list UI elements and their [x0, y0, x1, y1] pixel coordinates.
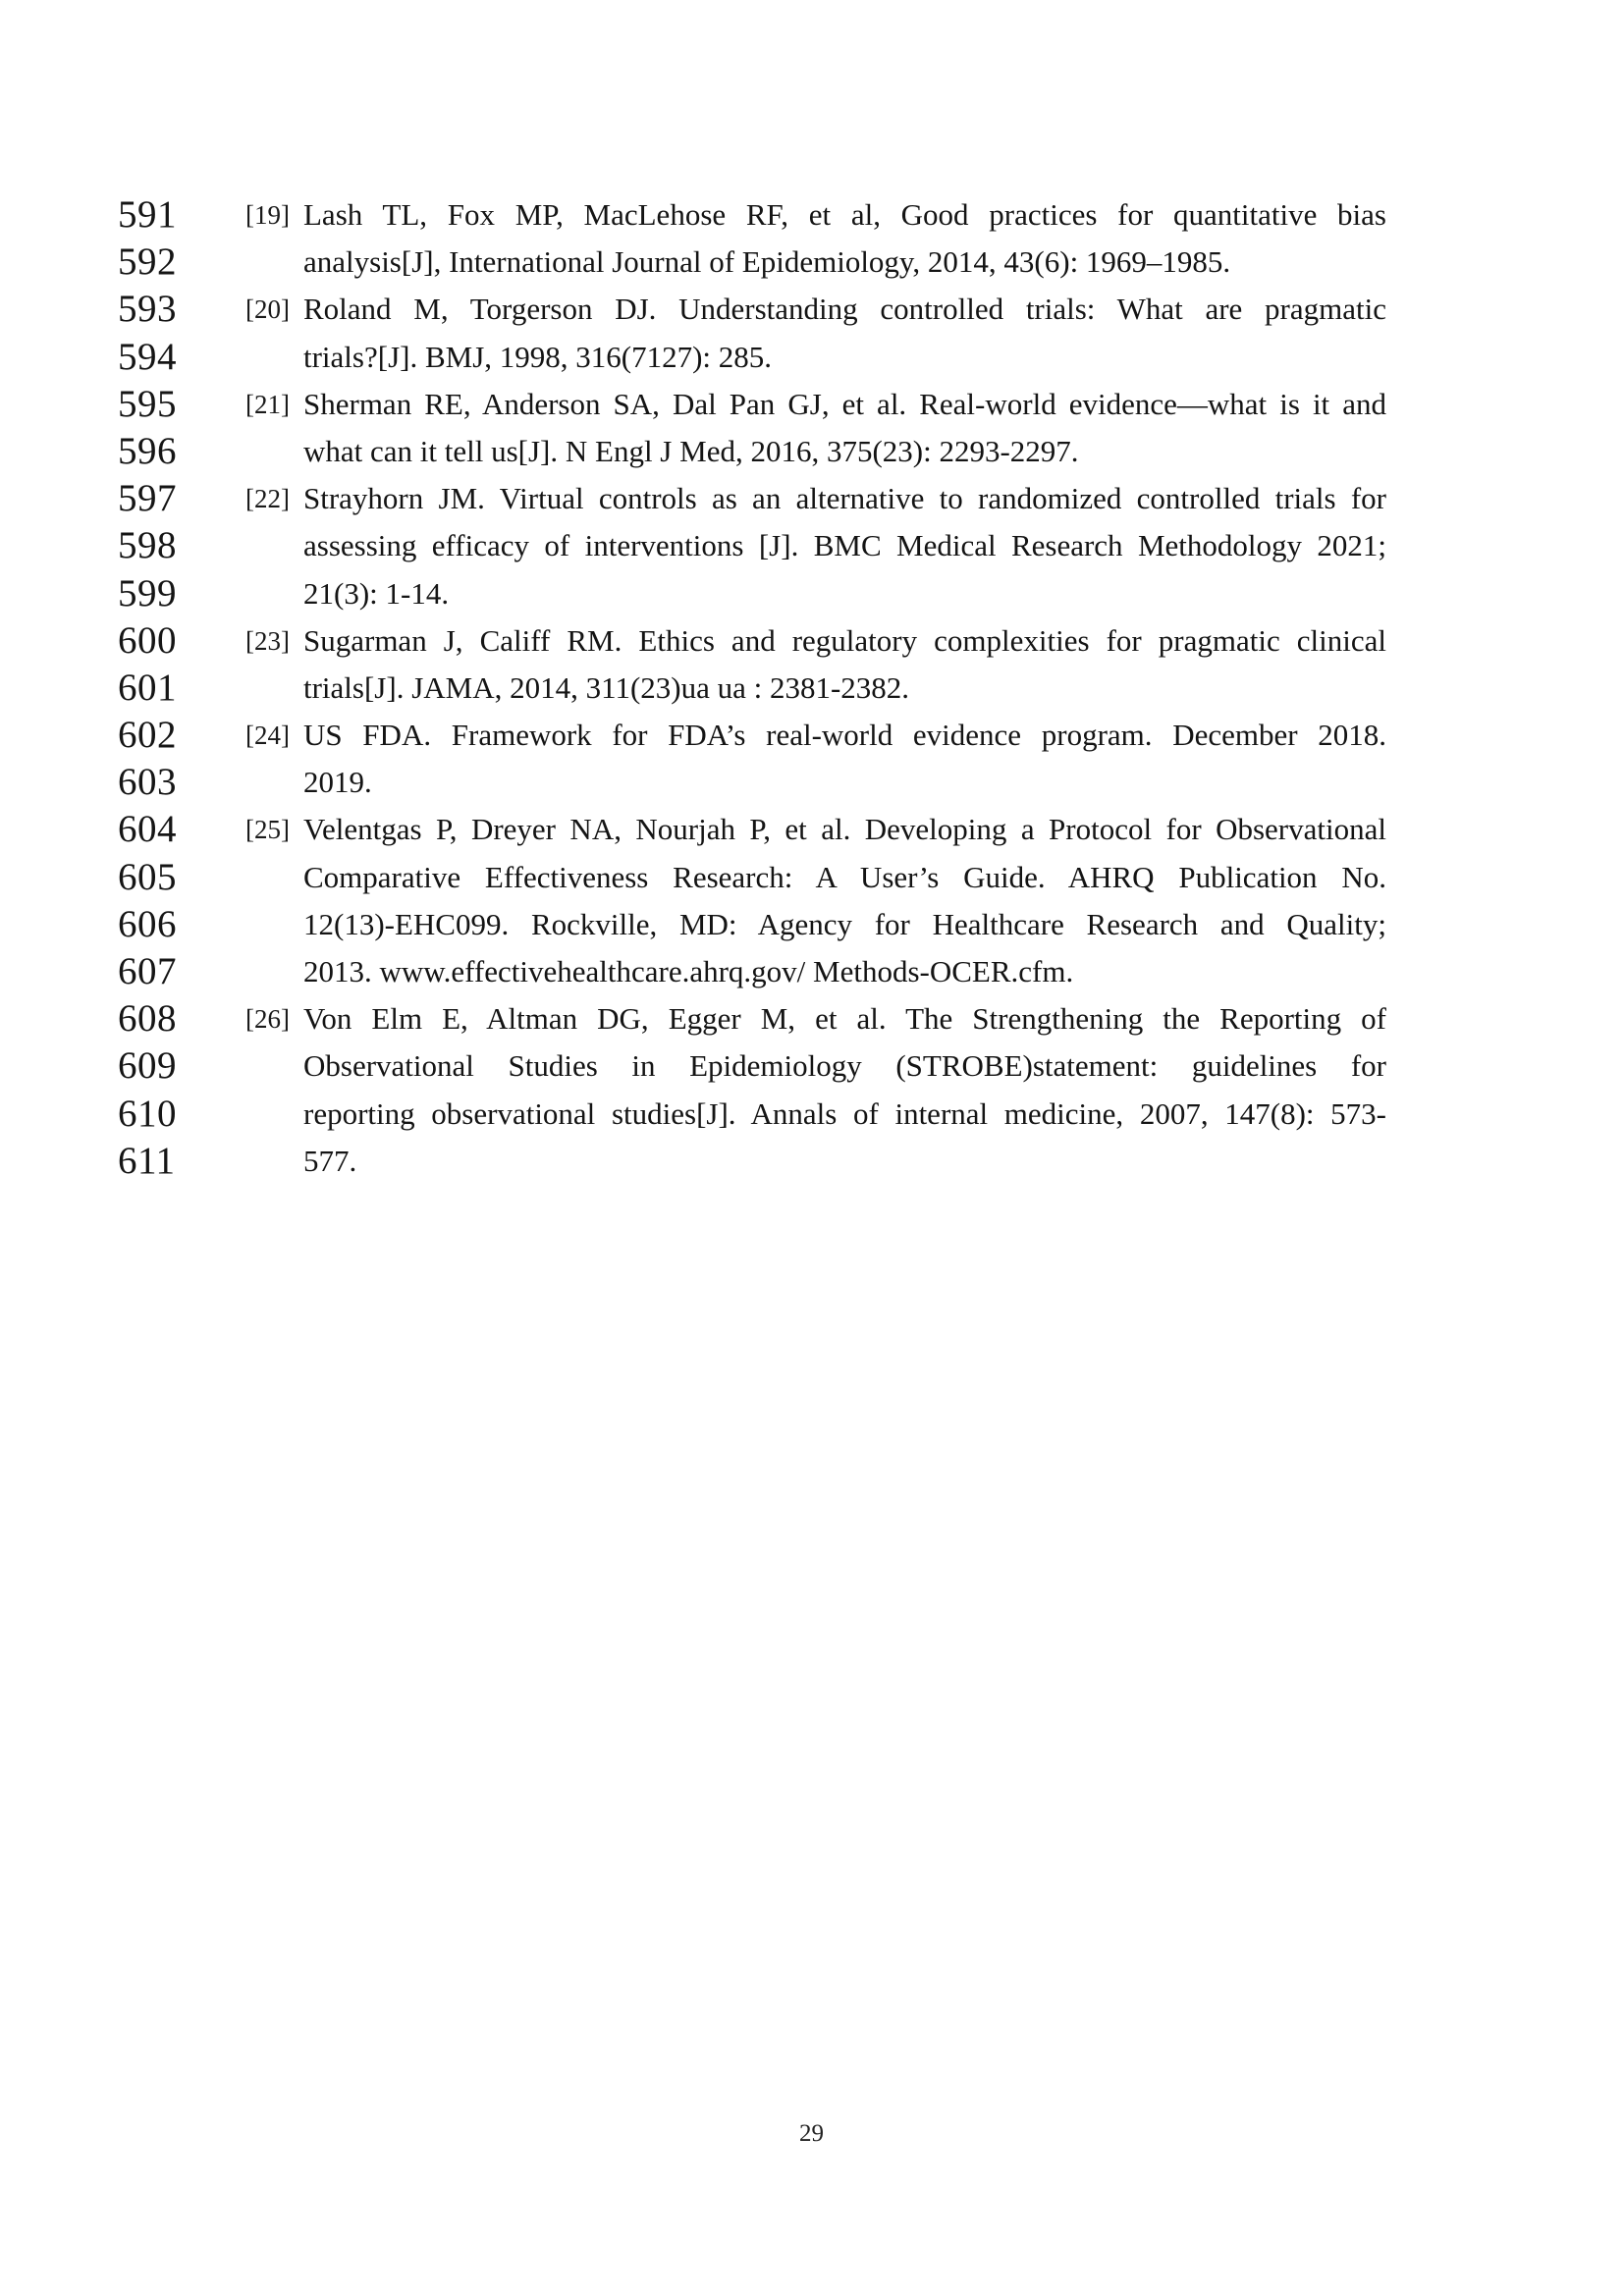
reference-line: 21(3): 1-14.	[303, 575, 450, 611]
line-number: 603	[118, 761, 177, 804]
line-number: 611	[118, 1139, 176, 1182]
line-number: 607	[118, 950, 177, 992]
reference-label: [26]	[245, 1004, 290, 1035]
line-number: 597	[118, 477, 177, 520]
line-number: 605	[118, 855, 177, 898]
reference-label: [20]	[245, 294, 290, 325]
reference-label: [22]	[245, 484, 290, 514]
line-number: 596	[118, 429, 177, 472]
reference-line: Lash TL, Fox MP, MacLehose RF, et al, Good practices for quantitative bias	[303, 197, 1386, 232]
line-number-column	[118, 191, 206, 1185]
reference-label: [24]	[245, 721, 290, 751]
reference-line: analysis[J], International Journal of Epidemiology, 2014, 43(6): 1969–1985.	[303, 244, 1231, 280]
reference-line: 2019.	[303, 765, 372, 800]
reference-line: US FDA. Framework for FDA’s real-world evidence program. December 2018.	[303, 718, 1386, 753]
reference-line: Observational Studies in Epidemiology (STROBE)statement: guidelines for	[303, 1048, 1386, 1084]
reference-line: Strayhorn JM. Virtual controls as an alternative to randomized controlled trials for	[303, 481, 1386, 516]
reference-line: Comparative Effectiveness Research: A User’s Guide. AHRQ Publication No.	[303, 859, 1386, 894]
reference-line: Von Elm E, Altman DG, Egger M, et al. The Strengthening the Reporting of	[303, 1001, 1386, 1037]
line-number: 598	[118, 524, 177, 567]
reference-label: [25]	[245, 815, 290, 845]
line-number: 601	[118, 666, 177, 709]
line-number: 606	[118, 902, 177, 945]
reference-21	[245, 381, 1386, 475]
line-number: 604	[118, 808, 177, 851]
reference-list	[245, 191, 1386, 1185]
line-number: 593	[118, 288, 177, 331]
line-number: 595	[118, 382, 177, 425]
line-number: 600	[118, 618, 177, 662]
reference-label: [23]	[245, 625, 290, 656]
reference-line: 2013. www.effectivehealthcare.ahrq.gov/ Methods-OCER.cfm.	[303, 954, 1074, 988]
line-number: 610	[118, 1092, 177, 1135]
reference-line: Velentgas P, Dreyer NA, Nourjah P, et al. Developing a Protocol for Observational	[303, 812, 1386, 847]
reference-label: [19]	[245, 200, 290, 230]
reference-line: 577.	[303, 1143, 357, 1178]
reference-label: [21]	[245, 389, 290, 419]
page-number: 29	[799, 2120, 824, 2147]
reference-line: Sherman RE, Anderson SA, Dal Pan GJ, et al. Real-world evidence—what is it and	[303, 386, 1386, 421]
reference-23	[245, 617, 1386, 712]
line-number: 594	[118, 335, 177, 378]
reference-25	[245, 806, 1386, 995]
reference-line: trials?[J]. BMJ, 1998, 316(7127): 285.	[303, 339, 773, 374]
line-number: 592	[118, 240, 177, 284]
reference-22	[245, 475, 1386, 617]
line-number: 591	[118, 193, 177, 236]
reference-line: trials[J]. JAMA, 2014, 311(23)ua ua : 2381-2382.	[303, 669, 910, 705]
reference-line: 12(13)-EHC099. Rockville, MD: Agency for Healthcare Research and Quality;	[303, 906, 1386, 941]
line-number: 599	[118, 571, 177, 614]
line-number: 608	[118, 997, 177, 1041]
line-number: 609	[118, 1044, 177, 1088]
line-number: 602	[118, 714, 177, 757]
reference-line: reporting observational studies[J]. Annals of internal medicine, 2007, 147(8): 573-	[303, 1095, 1386, 1131]
reference-20	[245, 286, 1386, 380]
reference-line: Roland M, Torgerson DJ. Understanding controlled trials: What are pragmatic	[303, 292, 1386, 327]
reference-26	[245, 995, 1386, 1185]
reference-line: what can it tell us[J]. N Engl J Med, 2016, 375(23): 2293-2297.	[303, 433, 1079, 468]
reference-19	[245, 191, 1386, 286]
reference-line: assessing efficacy of interventions [J]. BMC Medical Research Methodology 2021;	[303, 528, 1386, 563]
reference-line: Sugarman J, Califf RM. Ethics and regulatory complexities for pragmatic clinical	[303, 622, 1386, 658]
reference-24	[245, 712, 1386, 806]
